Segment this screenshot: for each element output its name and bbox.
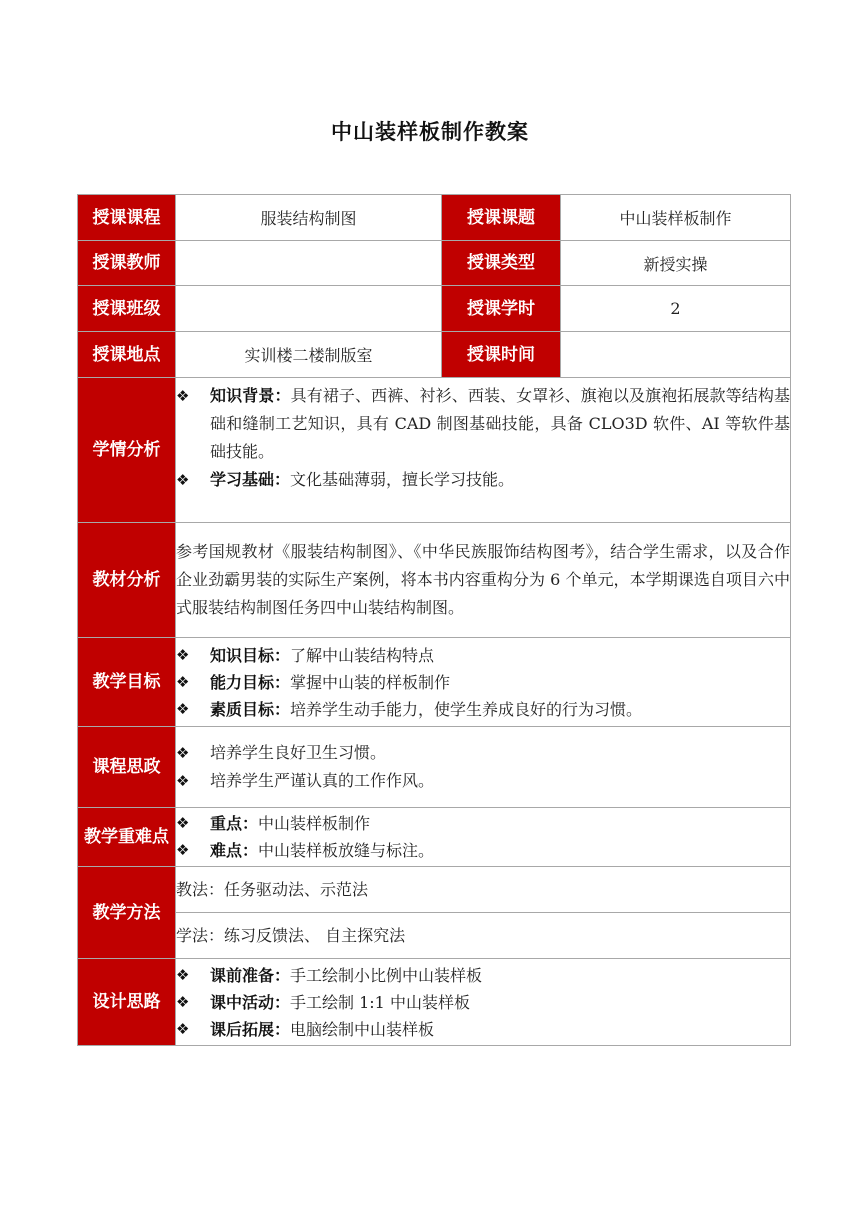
label-type: 授课类型 (442, 241, 561, 286)
item-text: 电脑绘制中山装样板 (290, 1019, 435, 1039)
list-item (176, 739, 790, 767)
item-text: 手工绘制 1:1 中山装样板 (290, 992, 470, 1012)
value-topic: 中山装样板制作 (561, 195, 791, 241)
list-item (176, 767, 790, 795)
item-key: 知识背景： (210, 386, 291, 405)
item-text: 掌握中山装的样板制作 (290, 672, 451, 692)
item-text: 中山装样板制作 (258, 814, 371, 833)
bullet-icon: ❖ (176, 471, 190, 489)
list-item (176, 962, 790, 989)
item-key: 知识目标： (210, 645, 291, 665)
section-textbook-analysis (78, 523, 791, 638)
item-text: 培养学生动手能力，使学生养成良好的行为习惯。 (290, 699, 643, 719)
list-item (176, 696, 790, 723)
label-time: 授课时间 (442, 332, 561, 378)
label-design-idea: 设计思路 (78, 959, 176, 1046)
label-textbook-analysis: 教材分析 (78, 523, 176, 638)
item-text: 文化基础薄弱，擅长学习技能。 (290, 470, 515, 489)
bullet-icon: ❖ (176, 387, 190, 405)
section-teaching-goals (78, 638, 791, 727)
value-course: 服装结构制图 (176, 195, 442, 241)
item-text: 手工绘制小比例中山装样板 (290, 965, 483, 985)
value-location: 实训楼二楼制版室 (176, 332, 442, 378)
section-methods-learn (78, 913, 791, 959)
bullet-icon: ❖ (176, 992, 190, 1011)
value-class (176, 286, 442, 332)
info-row-location (78, 332, 791, 378)
value-teacher (176, 241, 442, 286)
section-ideology (78, 727, 791, 808)
page-title: 中山装样板制作教案 (331, 120, 529, 144)
item-key: 课后拓展： (210, 1019, 291, 1039)
bullet-icon: ❖ (176, 841, 190, 859)
bullet-icon: ❖ (176, 814, 190, 832)
info-row-course (78, 195, 791, 241)
list-item (176, 642, 790, 669)
list-item (176, 837, 790, 864)
item-text: 培养学生良好卫生习惯。 (210, 743, 387, 762)
value-type: 新授实操 (561, 241, 791, 286)
item-text: 培养学生严谨认真的工作作风。 (210, 771, 435, 790)
item-key: 学习基础： (210, 470, 291, 489)
list-item (176, 382, 790, 466)
item-key: 素质目标： (210, 699, 291, 719)
label-class: 授课班级 (78, 286, 176, 332)
value-hours: 2 (561, 286, 791, 332)
item-key: 难点： (210, 841, 259, 860)
label-student-analysis: 学情分析 (78, 378, 176, 523)
bullet-icon: ❖ (176, 965, 190, 984)
label-teacher: 授课教师 (78, 241, 176, 286)
bullet-icon: ❖ (176, 699, 190, 718)
teaching-method-text: 教法：任务驱动法、示范法 (176, 867, 791, 913)
section-student-analysis (78, 378, 791, 523)
learning-method-text: 学法：练习反馈法、 自主探究法 (176, 913, 791, 959)
bullet-icon: ❖ (176, 744, 190, 762)
section-methods-teach (78, 867, 791, 913)
value-time (561, 332, 791, 378)
info-row-class (78, 286, 791, 332)
item-key: 能力目标： (210, 672, 291, 692)
section-key-points (78, 808, 791, 867)
item-key: 课中活动： (210, 992, 291, 1012)
label-ideology: 课程思政 (78, 727, 176, 808)
label-location: 授课地点 (78, 332, 176, 378)
bullet-icon: ❖ (176, 1019, 190, 1038)
section-design-idea (78, 959, 791, 1046)
bullet-icon: ❖ (176, 645, 190, 664)
label-methods: 教学方法 (78, 867, 176, 959)
item-text: 具有裙子、西裤、衬衫、西装、女罩衫、旗袍以及旗袍拓展款等结构基础和缝制工艺知识，具有 CAD 制图基础技能，具备 CLO3D 软件、AI 等软件基础技能。 (210, 386, 790, 461)
bullet-icon: ❖ (176, 672, 190, 691)
list-item (176, 1016, 790, 1043)
label-hours: 授课学时 (442, 286, 561, 332)
list-item (176, 810, 790, 837)
list-item (176, 466, 790, 494)
item-text: 中山装样板放缝与标注。 (258, 841, 435, 860)
label-course: 授课课程 (78, 195, 176, 241)
item-key: 重点： (210, 814, 259, 833)
bullet-icon: ❖ (176, 772, 190, 790)
textbook-analysis-text: 参考国规教材《服装结构制图》、《中华民族服饰结构图考》，结合学生需求，以及合作企业劲霸男装的实际生产案例，将本书内容重构分为 6 个单元，本学期课选自项目六中式服装结构制图任务四中山装结构制图。 (176, 523, 791, 638)
label-topic: 授课课题 (442, 195, 561, 241)
lesson-plan-table (77, 194, 791, 1046)
label-teaching-goals: 教学目标 (78, 638, 176, 727)
label-key-points: 教学重难点 (78, 808, 176, 867)
info-row-teacher (78, 241, 791, 286)
item-text: 了解中山装结构特点 (290, 645, 435, 665)
item-key: 课前准备： (210, 965, 291, 985)
list-item (176, 669, 790, 696)
list-item (176, 989, 790, 1016)
